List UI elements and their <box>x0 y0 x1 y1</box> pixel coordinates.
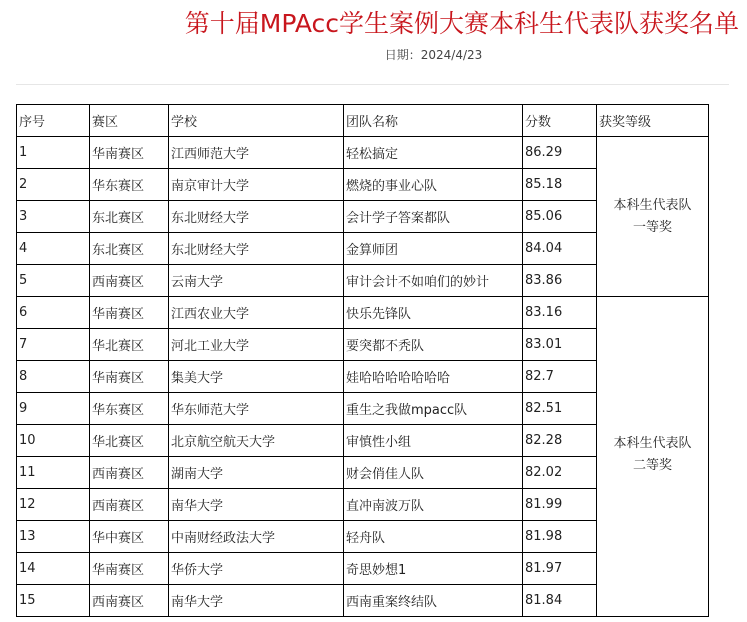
row-region: 华东赛区 <box>90 169 169 201</box>
row-school: 河北工业大学 <box>169 329 344 361</box>
row-score: 81.99 <box>523 489 597 521</box>
row-region: 西南赛区 <box>90 585 169 617</box>
table-row <box>17 297 709 329</box>
row-team: 审计会计不如咱们的妙计 <box>344 265 523 297</box>
row-school: 江西师范大学 <box>169 137 344 169</box>
row-no: 9 <box>17 393 90 425</box>
row-score: 85.18 <box>523 169 597 201</box>
row-no: 6 <box>17 297 90 329</box>
row-score: 84.04 <box>523 233 597 265</box>
row-team: 娃哈哈哈哈哈哈哈 <box>344 361 523 393</box>
row-region: 华中赛区 <box>90 521 169 553</box>
row-school: 华侨大学 <box>169 553 344 585</box>
row-score: 82.02 <box>523 457 597 489</box>
header-team: 团队名称 <box>344 105 523 137</box>
header-school: 学校 <box>169 105 344 137</box>
row-score: 81.84 <box>523 585 597 617</box>
row-no: 8 <box>17 361 90 393</box>
row-region: 华北赛区 <box>90 425 169 457</box>
award-level-name: 本科生代表队 <box>613 197 692 213</box>
row-team: 轻松搞定 <box>344 137 523 169</box>
row-no: 7 <box>17 329 90 361</box>
row-score: 82.7 <box>523 361 597 393</box>
row-team: 审慎性小组 <box>344 425 523 457</box>
row-school: 南华大学 <box>169 489 344 521</box>
row-team: 奇思妙想1 <box>344 553 523 585</box>
row-region: 西南赛区 <box>90 265 169 297</box>
row-score: 81.97 <box>523 553 597 585</box>
row-no: 2 <box>17 169 90 201</box>
award-level-rank: 一等奖 <box>632 219 672 235</box>
row-no: 14 <box>17 553 90 585</box>
award-table <box>16 104 709 617</box>
row-team: 重生之我做mpacc队 <box>344 393 523 425</box>
header-level: 获奖等级 <box>597 105 709 137</box>
row-region: 华南赛区 <box>90 137 169 169</box>
row-team: 财会俏佳人队 <box>344 457 523 489</box>
row-score: 82.28 <box>523 425 597 457</box>
row-region: 华南赛区 <box>90 361 169 393</box>
row-team: 快乐先锋队 <box>344 297 523 329</box>
row-score: 86.29 <box>523 137 597 169</box>
row-team: 金算师团 <box>344 233 523 265</box>
row-school: 东北财经大学 <box>169 233 344 265</box>
row-school: 华东师范大学 <box>169 393 344 425</box>
row-score: 83.16 <box>523 297 597 329</box>
row-school: 东北财经大学 <box>169 201 344 233</box>
row-school: 湖南大学 <box>169 457 344 489</box>
award-level-text <box>601 297 704 477</box>
date-label: 日期： <box>384 48 421 62</box>
row-no: 5 <box>17 265 90 297</box>
row-school: 北京航空航天大学 <box>169 425 344 457</box>
row-team: 轻舟队 <box>344 521 523 553</box>
row-score: 85.06 <box>523 201 597 233</box>
divider <box>16 84 729 85</box>
row-team: 会计学子答案都队 <box>344 201 523 233</box>
table-row <box>17 137 709 169</box>
row-region: 西南赛区 <box>90 457 169 489</box>
row-no: 4 <box>17 233 90 265</box>
row-no: 3 <box>17 201 90 233</box>
row-region: 西南赛区 <box>90 489 169 521</box>
row-score: 83.86 <box>523 265 597 297</box>
row-region: 华南赛区 <box>90 553 169 585</box>
row-school: 云南大学 <box>169 265 344 297</box>
row-school: 南京审计大学 <box>169 169 344 201</box>
header-score: 分数 <box>523 105 597 137</box>
row-school: 中南财经政法大学 <box>169 521 344 553</box>
row-no: 11 <box>17 457 90 489</box>
row-score: 81.98 <box>523 521 597 553</box>
header-no: 序号 <box>17 105 90 137</box>
row-no: 10 <box>17 425 90 457</box>
date-value: 2024/4/23 <box>420 48 483 62</box>
row-team: 要突都不秃队 <box>344 329 523 361</box>
row-school: 江西农业大学 <box>169 297 344 329</box>
table-header-row <box>17 105 709 137</box>
row-region: 东北赛区 <box>90 233 169 265</box>
row-score: 82.51 <box>523 393 597 425</box>
date-line <box>0 46 747 63</box>
award-level-cell <box>597 297 709 617</box>
row-region: 东北赛区 <box>90 201 169 233</box>
row-score: 83.01 <box>523 329 597 361</box>
row-region: 华北赛区 <box>90 329 169 361</box>
award-level-rank: 二等奖 <box>632 458 672 473</box>
award-level-text <box>601 195 704 239</box>
row-team: 西南重案终结队 <box>344 585 523 617</box>
row-region: 华东赛区 <box>90 393 169 425</box>
row-school: 南华大学 <box>169 585 344 617</box>
row-team: 直冲南波万队 <box>344 489 523 521</box>
row-school: 集美大学 <box>169 361 344 393</box>
row-no: 13 <box>17 521 90 553</box>
award-level-cell <box>597 137 709 297</box>
row-no: 1 <box>17 137 90 169</box>
page-title: 第十届MPAcc学生案例大赛本科生代表队获奖名单 <box>184 9 739 38</box>
award-level-name: 本科生代表队 <box>613 436 692 451</box>
row-team: 燃烧的事业心队 <box>344 169 523 201</box>
row-no: 15 <box>17 585 90 617</box>
row-no: 12 <box>17 489 90 521</box>
row-region: 华南赛区 <box>90 297 169 329</box>
header-region: 赛区 <box>90 105 169 137</box>
